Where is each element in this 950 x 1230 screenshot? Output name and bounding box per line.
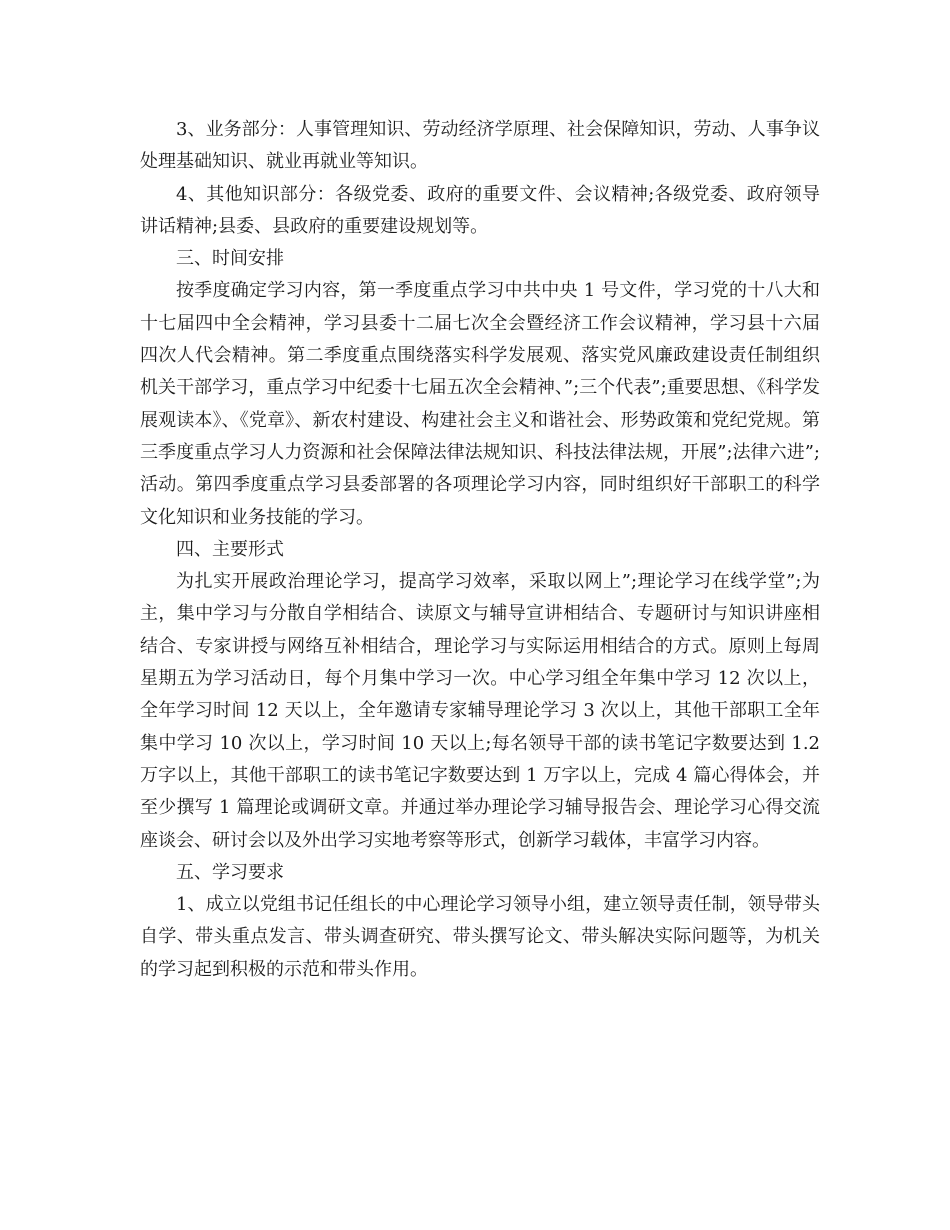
paragraph-other-knowledge: 4、其他知识部分：各级党委、政府的重要文件、会议精神;各级党委、政府领导讲话精神;县委、县政府的重要建设规划等。	[140, 183, 820, 237]
section-heading-forms: 四、主要形式	[176, 538, 284, 560]
paragraph-requirement-1: 1、成立以党组书记任组长的中心理论学习领导小组，建立领导责任制，领导带头自学、带头重点发言、带头调查研究、带头撰写论文、带头解决实际问题等，为机关的学习起到积极的示范和带头作用。	[140, 894, 820, 980]
paragraph-forms: 为扎实开展政治理论学习，提高学习效率，采取以网上”;理论学习在线学堂”;为主，集中学习与分散自学相结合、读原文与辅导宣讲相结合、专题研讨与知识讲座相结合、专家讲授与网络互补相结合，理论学习与实际运用相结合的方式。原则上每周星期五为学习活动日，每个月集中学习一次。中心学习组全年集中学习 12 次以上，全年学习时间 12 天以上，全年邀请专家辅导理论学习 3 次以上，其他干部职工全年集中学习 10 次以上，学习时间 10 天以上;每名领导干部的读书笔记字数要达到 1.2 万字以上，其他干部职工的读书笔记字数要达到 1 万字以上，完成 4 篇心得体会，并至少撰写 1 篇理论或调研文章。并通过举办理论学习辅导报告会、理论学习心得交流座谈会、研讨会以及外出学习实地考察等形式，创新学习载体，丰富学习内容。	[140, 571, 820, 851]
section-heading-requirements: 五、学习要求	[176, 861, 284, 883]
paragraph-schedule: 按季度确定学习内容，第一季度重点学习中共中央 1 号文件，学习党的十八大和十七届四中全会精神，学习县委十二届七次全会暨经济工作会议精神，学习县十六届四次人代会精神。第二季度重点围绕落实科学发展观、落实党风廉政建设责任制组织机关干部学习，重点学习中纪委十七届五次全会精神、”;三个代表”;重要思想、《科学发展观读本》、《党章》、新农村建设、构建社会主义和谐社会、形势政策和党纪党规。第三季度重点学习人力资源和社会保障法律法规知识、科技法律法规，开展”;法律六进”;活动。第四季度重点学习县委部署的各项理论学习内容，同时组织好干部职工的科学文化知识和业务技能的学习。	[140, 280, 820, 528]
paragraph-business-knowledge: 3、业务部分：人事管理知识、劳动经济学原理、社会保障知识，劳动、人事争议处理基础知识、就业再就业等知识。	[140, 119, 820, 173]
document-body	[140, 114, 820, 986]
section-heading-schedule: 三、时间安排	[176, 248, 284, 270]
